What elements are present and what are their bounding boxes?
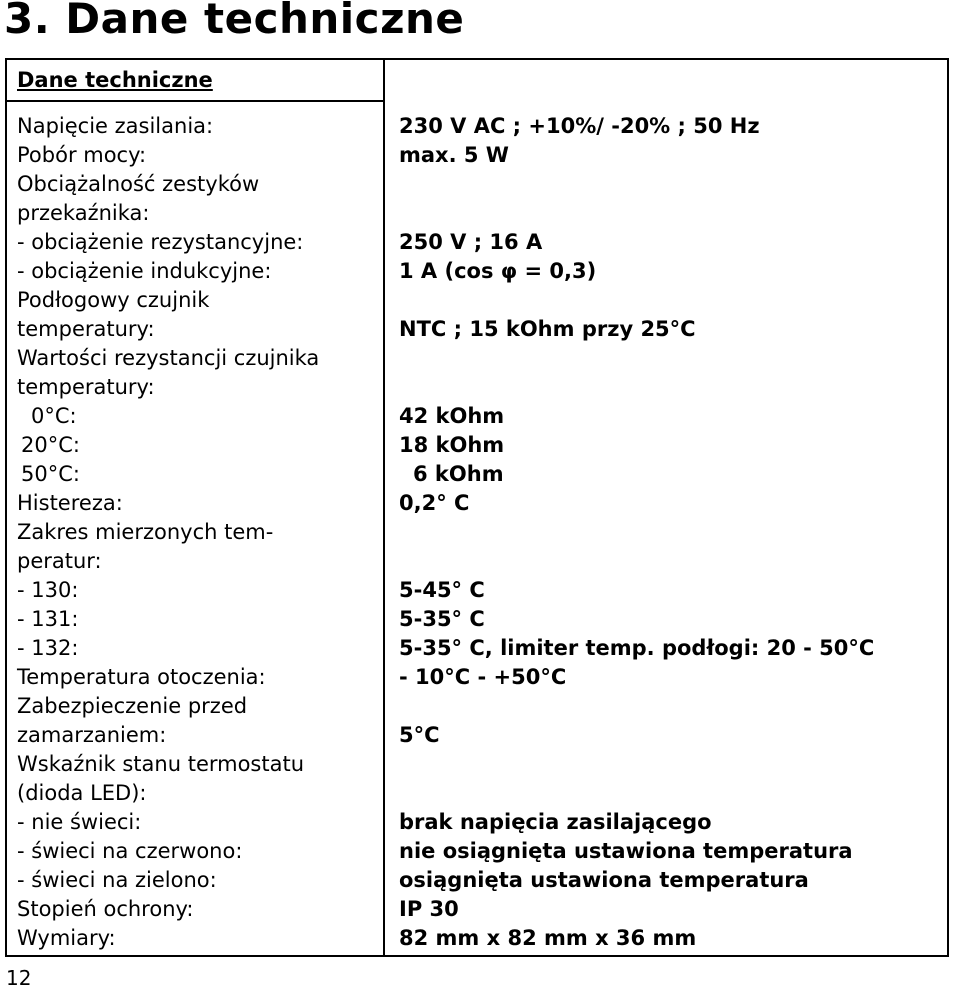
label-dimensions: Wymiary:	[17, 926, 116, 950]
value-supply-voltage: 230 V AC ; +10%/ -20% ; 50 Hz	[399, 114, 760, 138]
label-measure-range-cont: peratur:	[17, 549, 102, 573]
label-floor-sensor-cont: temperatury:	[17, 317, 155, 341]
label-relay-load: Obciążalność zestyków	[17, 172, 260, 196]
label-frost-protection-cont: zamarzaniem:	[17, 723, 167, 747]
label-hysteresis: Histereza:	[17, 491, 123, 515]
value-model-130: 5-45° C	[399, 578, 485, 602]
value-led-green: osiągnięta ustawiona temperatura	[399, 868, 809, 892]
column-divider	[383, 60, 385, 955]
header-divider	[7, 100, 383, 102]
label-status-indicator-cont: (dioda LED):	[17, 781, 147, 805]
value-protection-rating: IP 30	[399, 897, 459, 921]
value-model-132: 5-35° C, limiter temp. podłogi: 20 - 50°C	[399, 636, 875, 660]
value-50c: 6 kOhm	[413, 462, 504, 486]
label-frost-protection: Zabezpieczenie przed	[17, 694, 248, 718]
label-measure-range: Zakres mierzonych tem-	[17, 520, 274, 544]
label-ambient-temp: Temperatura otoczenia:	[17, 665, 266, 689]
value-led-off: brak napięcia zasilającego	[399, 810, 712, 834]
label-20c: 20°C:	[21, 433, 80, 457]
label-sensor-resistance: Wartości rezystancji czujnika	[17, 346, 320, 370]
value-frost-protection: 5°C	[399, 723, 440, 747]
label-model-130: - 130:	[17, 578, 79, 602]
label-supply-voltage: Napięcie zasilania:	[17, 114, 214, 138]
label-inductive-load: - obciążenie indukcyjne:	[17, 259, 272, 283]
value-model-131: 5-35° C	[399, 607, 485, 631]
value-hysteresis: 0,2° C	[399, 491, 470, 515]
label-0c: 0°C:	[31, 404, 77, 428]
value-20c: 18 kOhm	[399, 433, 505, 457]
label-power-consumption: Pobór mocy:	[17, 143, 147, 167]
value-ambient-temp: - 10°C - +50°C	[399, 665, 567, 689]
value-inductive-load: 1 A (cos φ = 0,3)	[399, 259, 597, 283]
value-floor-sensor: NTC ; 15 kOhm przy 25°C	[399, 317, 696, 341]
value-led-red: nie osiągnięta ustawiona temperatura	[399, 839, 853, 863]
value-power-consumption: max. 5 W	[399, 143, 509, 167]
label-led-red: - świeci na czerwono:	[17, 839, 243, 863]
tech-data-table	[5, 58, 949, 957]
label-model-131: - 131:	[17, 607, 79, 631]
label-sensor-resistance-cont: temperatury:	[17, 375, 155, 399]
label-model-132: - 132:	[17, 636, 79, 660]
label-led-green: - świeci na zielono:	[17, 868, 217, 892]
label-floor-sensor: Podłogowy czujnik	[17, 288, 210, 312]
value-resistive-load: 250 V ; 16 A	[399, 230, 543, 254]
label-status-indicator: Wskaźnik stanu termostatu	[17, 752, 305, 776]
label-relay-load-cont: przekaźnika:	[17, 201, 150, 225]
value-dimensions: 82 mm x 82 mm x 36 mm	[399, 926, 697, 950]
label-50c: 50°C:	[21, 462, 80, 486]
value-0c: 42 kOhm	[399, 404, 505, 428]
page-number: 12	[6, 966, 32, 990]
page-title: 3. Dane techniczne	[4, 0, 465, 43]
table-header: Dane techniczne	[17, 68, 213, 92]
label-resistive-load: - obciążenie rezystancyjne:	[17, 230, 304, 254]
label-led-off: - nie świeci:	[17, 810, 142, 834]
label-protection-rating: Stopień ochrony:	[17, 897, 194, 921]
